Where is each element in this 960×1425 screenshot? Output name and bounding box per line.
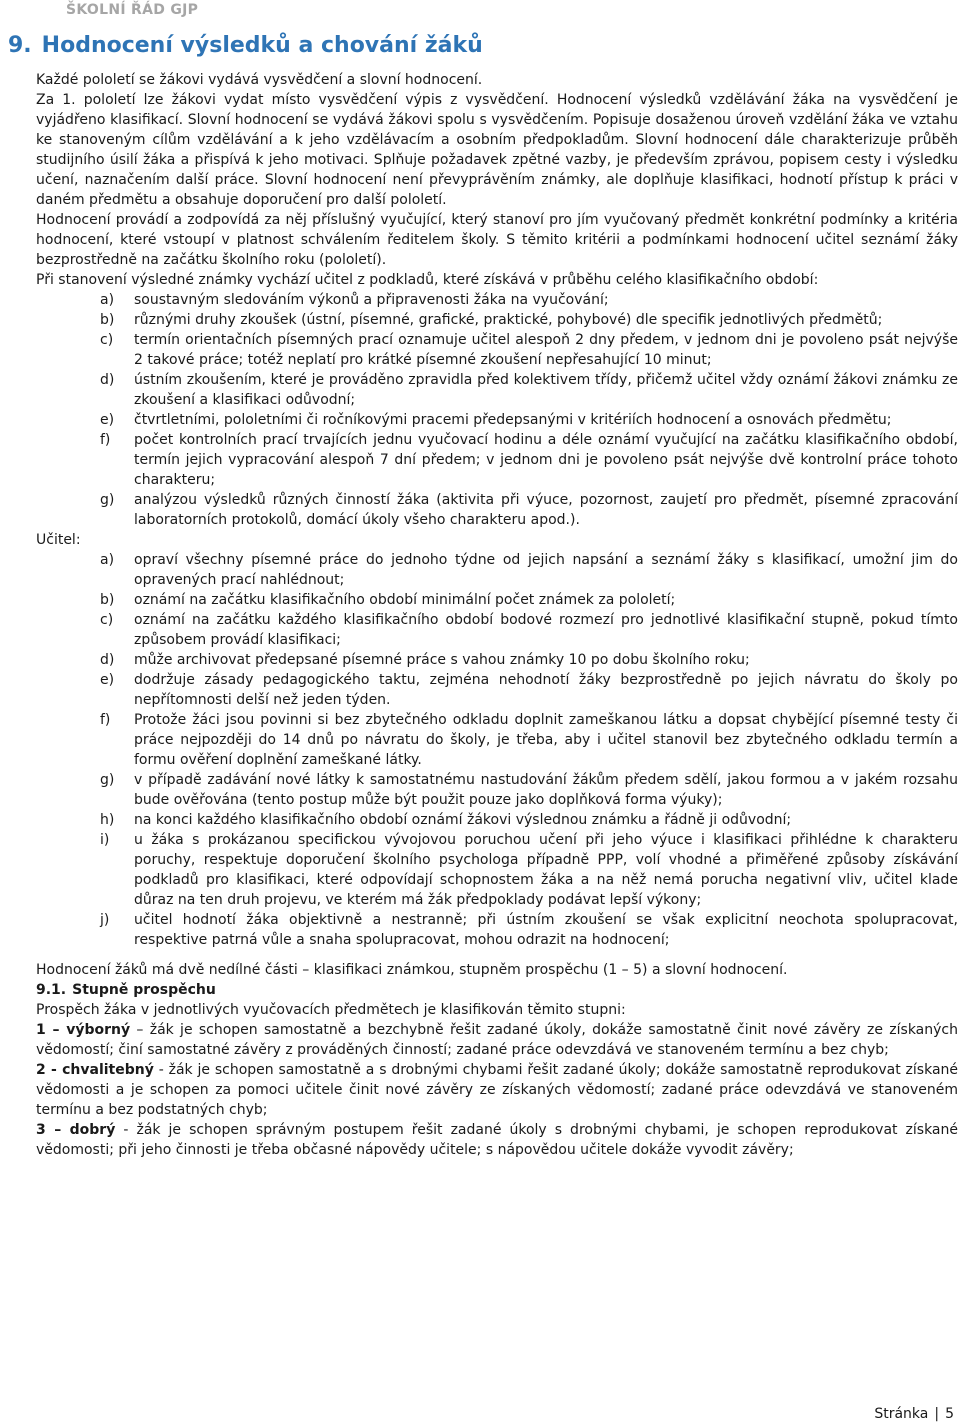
grade-label: 1 – výborný xyxy=(36,1022,131,1038)
section-title: Hodnocení výsledků a chování žáků xyxy=(41,33,483,58)
list-marker: g) xyxy=(100,772,115,788)
list-marker: h) xyxy=(100,812,115,828)
list-item xyxy=(100,650,958,670)
list-item xyxy=(100,830,958,910)
list-item-text: různými druhy zkoušek (ústní, písemné, grafické, praktické, pohybové) dle specifik jednotlivých předmětů; xyxy=(134,312,883,328)
list-marker: e) xyxy=(100,412,115,428)
list-item xyxy=(100,550,958,590)
list-item-text: učitel hodnotí žáka objektivně a nestranně; při ústním zkoušení se však explicitní neochota spolupracovat, respektive patrná vůle a snaha spolupracovat, mohou odrazit na hodnocení; xyxy=(134,912,958,948)
list-item xyxy=(100,910,958,950)
grade-paragraph xyxy=(36,1020,958,1060)
list-item-text: termín orientačních písemných prací oznamuje učitel alespoň 2 dny předem, v jednom dni je povoleno psát nejvýše 2 takové práce; totéž neplatí pro krátké písemné zkoušení nepřesahující 10 minut; xyxy=(134,332,958,368)
list-marker: f) xyxy=(100,712,111,728)
list-item-text: na konci každého klasifikačního období oznámí žákovi výslednou známku a řádně ji odůvodní; xyxy=(134,812,792,828)
subsection-title: Stupně prospěchu xyxy=(72,982,216,998)
list-item-text: oznámí na začátku každého klasifikačního období bodové rozmezí pro jednotlivé klasifikační stupně, pokud tímto způsobem provádí klasifikaci; xyxy=(134,612,958,648)
list-item-text: dodržuje zásady pedagogického taktu, zejména nehodnotí žáky bezprostředně po jejich návratu do školy po nepřítomnosti delší než jeden týden. xyxy=(134,672,958,708)
intro-paragraph-1: Každé pololetí se žákovi vydává vysvědčení a slovní hodnocení. xyxy=(36,72,483,88)
sources-list xyxy=(36,290,958,530)
list-item-text: soustavným sledováním výkonů a připravenosti žáka na vyučování; xyxy=(134,292,609,308)
list-marker: a) xyxy=(100,552,115,568)
footer-separator: | xyxy=(934,1406,940,1422)
list-item xyxy=(100,410,958,430)
list-item-text: počet kontrolních prací trvajících jednu vyučovací hodinu a déle oznámí vyučující na začátku klasifikačního období, termín jejich vypracování alespoň 7 dní předem; v jednom dni je povoleno psát nejvýše dvě kontrolní práce tohoto charakteru; xyxy=(134,432,958,488)
list-item xyxy=(100,430,958,490)
list-item xyxy=(100,310,958,330)
running-header: ŠKOLNÍ ŘÁD GJP xyxy=(66,2,199,18)
section-heading xyxy=(8,33,493,58)
list-item xyxy=(100,810,958,830)
teacher-list xyxy=(36,550,958,950)
grade-dash: – xyxy=(130,1022,150,1038)
footer-label: Stránka xyxy=(874,1406,929,1422)
list-item xyxy=(100,710,958,770)
list-item xyxy=(100,330,958,370)
list-marker: f) xyxy=(100,432,111,448)
list-item xyxy=(100,670,958,710)
list-item xyxy=(100,590,958,610)
list-marker: b) xyxy=(100,312,115,328)
list-item-text: Protože žáci jsou povinni si bez zbytečného odkladu doplnit zameškanou látku a dopsat chybějící písemné testy či práce nejpozději do 14 dnů po návratu do školy, je třeba, aby i učitel stanovil bez zbytečného odkladu termín a formu ověření doplnění zameškané látky. xyxy=(134,712,958,768)
list-item xyxy=(100,610,958,650)
list-item-text: čtvrtletními, pololetními či ročníkovými pracemi předepsanými v kritériích hodnocení a osnovách předmětu; xyxy=(134,412,892,428)
page-footer xyxy=(874,1405,954,1423)
grade-text: žák je schopen správným postupem řešit zadané úkoly s drobnými chybami, je schopen reprodukovat získané vědomosti; při jeho činnosti je třeba občasné nápovědy učitele; s nápovědou učitele dokáže vyvodit závěry; xyxy=(36,1122,959,1158)
grade-paragraph xyxy=(36,1060,958,1120)
list-item-text: u žáka s prokázanou specifickou vývojovou poruchou učení při jeho výuce i klasifikaci přihlédne k charakteru poruchy, respektuje doporučení školního psychologa případně PPP, volí vhodné a přiměřené způsoby získávání podkladů pro klasifikaci, které odpovídají schopnostem žáka a na něž nemá porucha negativní vliv, učitel klade důraz na ten druh projevu, ve kterém má žák předpoklady podávat lepší výkony; xyxy=(134,832,958,908)
list-item xyxy=(100,370,958,410)
intro-paragraph-4: Při stanovení výsledné známky vychází učitel z podkladů, které získává v průběhu celého klasifikačního období: xyxy=(36,272,819,288)
list-item-text: oznámí na začátku klasifikačního období minimální počet známek za pololetí; xyxy=(134,592,676,608)
list-marker: d) xyxy=(100,652,115,668)
list-marker: j) xyxy=(100,912,110,928)
list-item xyxy=(100,490,958,530)
list-item xyxy=(100,290,958,310)
intro-paragraph-2: Za 1. pololetí lze žákovi vydat místo vysvědčení výpis z vysvědčení. Hodnocení výsledků vzdělávání žáka na vysvědčení je vyjádřeno klasifikací. Slovní hodnocení se vydává žákovi spolu s vysvědčením. Popisuje dosaženou úroveň vzdělání žáka ve vztahu ke stanoveným cílům vzdělávání a k jeho vzdělávacím a osobním předpokladům. Slovní hodnocení dále charakterizuje průběh studijního úsilí žáka a přispívá k jeho motivaci. Splňuje požadavek zpětné vazby, je především zprávou, popisem cesty i výsledku učení, naznačením další práce. Slovní hodnocení není převyprávěním známky, ale doplňuje klasifikaci, hodnotí přístup k práci v daném předmětu a obsahuje doporučení pro další pololetí. xyxy=(36,92,958,208)
list-item-text: ústním zkoušením, které je prováděno zpravidla před kolektivem třídy, přičemž učitel vždy oznámí žákovi známku ze zkoušení a klasifikaci odůvodní; xyxy=(134,372,958,408)
two-parts-paragraph: Hodnocení žáků má dvě nedílné části – klasifikaci známkou, stupněm prospěchu (1 – 5) a slovní hodnocení. xyxy=(36,962,788,978)
grade-text: žák je schopen samostatně a bezchybně řešit zadané úkoly, dokáže samostatně činit nové závěry ze získaných vědomostí; činí samostatné závěry z prováděných činností; zadané práce odevzdává ve stanoveném termínu a bez chyb; xyxy=(36,1022,958,1058)
list-marker: d) xyxy=(100,372,115,388)
list-item-text: analýzou výsledků různých činností žáka (aktivita při výuce, pozornost, zaujetí pro předmět, písemné zpracování laboratorních protokolů, domácí úkoly všeho charakteru apod.). xyxy=(134,492,958,528)
list-marker: c) xyxy=(100,612,114,628)
list-marker: e) xyxy=(100,672,115,688)
grade-dash: - xyxy=(115,1122,137,1138)
grade-text: žák je schopen samostatně a s drobnými chybami řešit zadané úkoly; dokáže samostatně reprodukovat získané vědomosti a je schopen za pomoci učitele činit nové závěry ze získaných vědomostí; zadané práce odevzdává ve stanoveném termínu a bez podstatných chyb; xyxy=(36,1062,959,1118)
list-item-text: může archivovat předepsané písemné práce s vahou známky 10 po dobu školního roku; xyxy=(134,652,750,668)
page-number: 5 xyxy=(945,1406,954,1422)
list-marker: b) xyxy=(100,592,115,608)
list-item-text: v případě zadávání nové látky k samostatnému nastudování žákům předem sdělí, jakou formou a v jakém rozsahu bude ověřována (tento postup může být použit pouze jako doplňková forma výuky); xyxy=(134,772,958,808)
list-marker: g) xyxy=(100,492,115,508)
grade-paragraph xyxy=(36,1120,958,1160)
teacher-label: Učitel: xyxy=(36,532,81,548)
list-marker: a) xyxy=(100,292,115,308)
section-number: 9. xyxy=(8,33,32,58)
intro-paragraph-3: Hodnocení provádí a zodpovídá za něj příslušný vyučující, který stanoví pro jím vyučovaný předmět konkrétní podmínky a kritéria hodnocení, které vstoupí v platnost schválením ředitelem školy. S těmito kritérii a podmínkami hodnocení učitel seznámí žáky bezprostředně na začátku školního roku (pololetí). xyxy=(36,212,958,268)
document-body xyxy=(36,70,958,1160)
list-item xyxy=(100,770,958,810)
grade-dash: - xyxy=(153,1062,169,1078)
list-item-text: opraví všechny písemné práce do jednoho týdne od jejich napsání a seznámí žáky s klasifikací, umožní jim do opravených prací nahlédnout; xyxy=(134,552,958,588)
grade-label: 2 - chvalitebný xyxy=(36,1062,154,1078)
subsection-heading xyxy=(36,980,958,1000)
list-marker: i) xyxy=(100,832,110,848)
subsection-number: 9.1. xyxy=(36,982,67,998)
grade-label: 3 – dobrý xyxy=(36,1122,116,1138)
list-marker: c) xyxy=(100,332,114,348)
grades-intro: Prospěch žáka v jednotlivých vyučovacích předmětech je klasifikován těmito stupni: xyxy=(36,1002,626,1018)
